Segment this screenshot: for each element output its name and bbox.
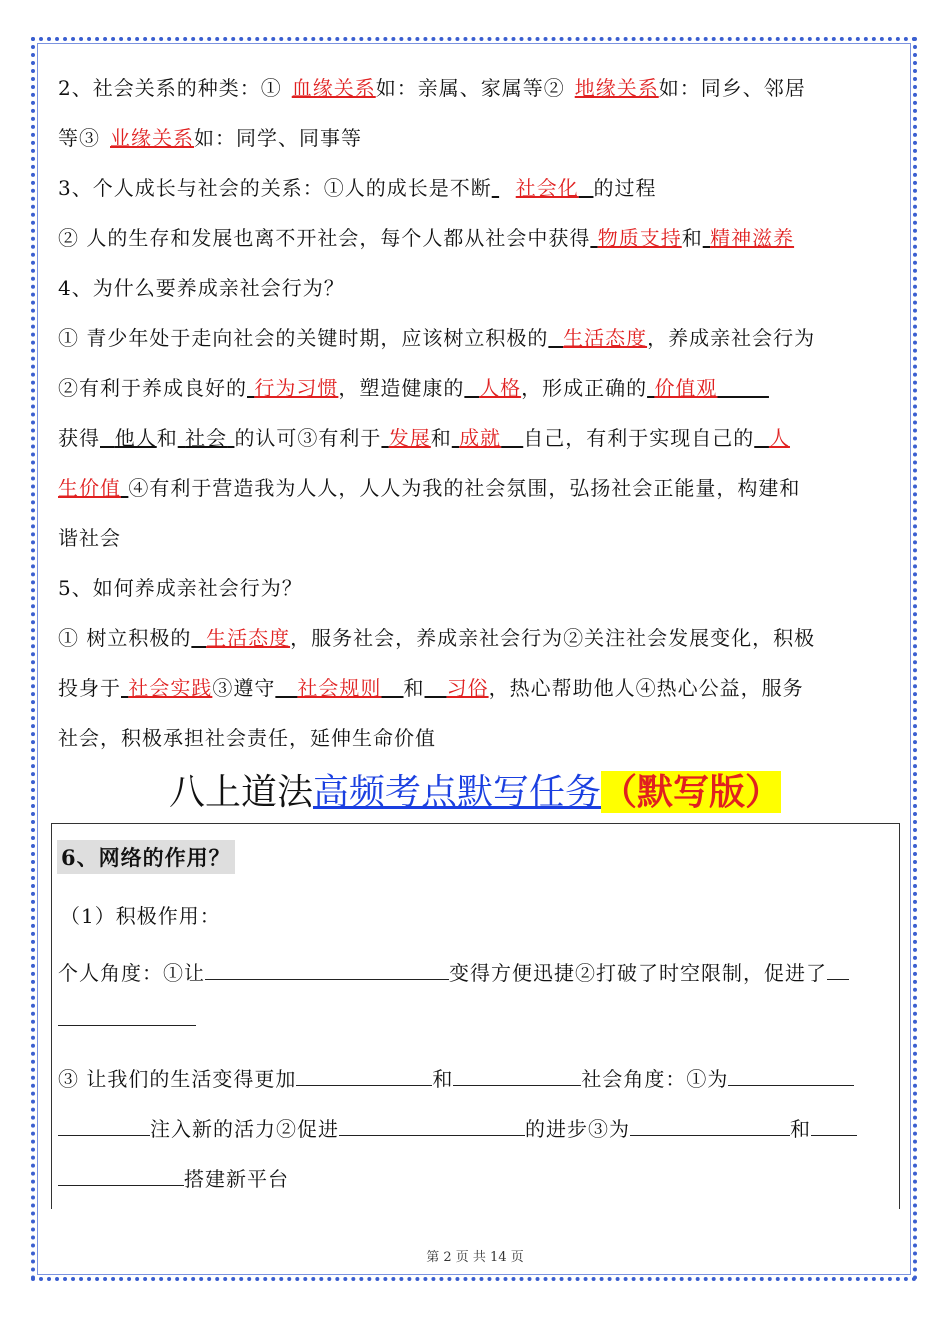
title-part2: 高频考点默写任务 [312, 772, 601, 813]
item6-line1 [58, 957, 849, 986]
text: 自己，有利于实现自己的 [523, 426, 755, 450]
text: ④有利于营造我为人人，人人为我的社会氛围，弘扬社会正能量，构建和 [128, 476, 801, 500]
item5-line3: 社会，积极承担社会责任，延伸生命价值 [58, 726, 436, 750]
text: 和 [403, 676, 425, 700]
text: 和 [790, 1117, 811, 1141]
text: 和 [681, 226, 703, 250]
answer-achieve: 成就 [459, 426, 502, 450]
text: 如：同学、同事等 [194, 126, 362, 150]
text: 如：同乡、邻居 [658, 76, 806, 100]
blank[interactable] [827, 961, 849, 980]
text: 的认可③有利于 [234, 426, 382, 450]
item6-sub: （1）积极作用： [60, 904, 221, 928]
answer-behavior-habit: 行为习惯 [254, 376, 339, 400]
blank[interactable] [453, 1067, 581, 1086]
answer-values: 价值观 [654, 376, 718, 400]
section-title [0, 764, 950, 815]
text: ① 树立积极的 [58, 626, 192, 650]
answer-life-attitude: 生活态度 [206, 626, 291, 650]
item4-line1 [58, 322, 815, 351]
text: 搭建新平台 [184, 1167, 289, 1191]
answer-material-support: 物质支持 [597, 226, 682, 250]
text: 和 [156, 426, 178, 450]
item5-line1 [58, 622, 815, 651]
blank[interactable] [58, 1007, 196, 1026]
answer-social-practice: 社会实践 [128, 676, 213, 700]
answer-socialization: 社会化 [515, 176, 579, 200]
answer-develop: 发展 [388, 426, 431, 450]
page-footer: 第 2 页 共 14 页 [426, 1250, 524, 1265]
text: ②有利于养成良好的 [58, 376, 247, 400]
item3-line2 [58, 222, 794, 251]
answer-life-value-part2: 生价值 [58, 476, 121, 500]
answer-customs: 习俗 [446, 676, 489, 700]
text: 和 [432, 1067, 454, 1091]
item6-heading: 6、网络的作用？ [57, 840, 235, 874]
answer-blood-relation: 血缘关系 [291, 76, 376, 100]
blank[interactable] [58, 1167, 184, 1186]
text: ，热心帮助他人④热心公益，服务 [488, 676, 804, 700]
answer-geo-relation: 地缘关系 [574, 76, 659, 100]
item6-line5 [58, 1163, 289, 1192]
text: 投身于 [58, 676, 121, 700]
answer-society: 社会 [185, 426, 228, 450]
text: 3、个人成长与社会的关系：①人的成长是不断 [58, 176, 492, 200]
blank[interactable] [339, 1117, 525, 1136]
text: 的过程 [593, 176, 657, 200]
blank[interactable] [811, 1117, 857, 1136]
item6-line4 [58, 1113, 857, 1142]
text: ，服务社会，养成亲社会行为②关注社会发展变化，积极 [290, 626, 816, 650]
text: 等③ [58, 126, 100, 150]
blank[interactable] [205, 961, 449, 980]
text: 变得方便迅捷②打破了时空限制，促进了 [449, 961, 827, 985]
answer-social-rules: 社会规则 [297, 676, 382, 700]
text: 和 [430, 426, 452, 450]
item5-heading: 5、如何养成亲社会行为？ [58, 576, 303, 600]
blank[interactable] [58, 1117, 150, 1136]
text: ② 人的生存和发展也离不开社会，每个人都从社会中获得 [58, 226, 591, 250]
item6-line2 [58, 1007, 196, 1031]
item5-line2 [58, 672, 804, 701]
text: 如：亲属、家属等② [375, 76, 565, 100]
answer-life-attitude: 生活态度 [563, 326, 648, 350]
answer-spiritual-nourishment: 精神滋养 [710, 226, 795, 250]
text: ① 青少年处于走向社会的关键时期，应该树立积极的 [58, 326, 549, 350]
text: ③ 让我们的生活变得更加 [58, 1067, 297, 1091]
item3-line1 [58, 172, 656, 201]
answer-life-value-part1: 人 [768, 426, 790, 450]
item2-line1 [58, 72, 806, 101]
blank[interactable] [296, 1067, 432, 1086]
text: 2、社会关系的种类：① [58, 76, 282, 100]
item4-line4 [58, 472, 800, 501]
text: 的进步③为 [525, 1117, 630, 1141]
answer-personality: 人格 [479, 376, 522, 400]
item4-heading: 4、为什么要养成亲社会行为？ [58, 276, 345, 300]
text: ，养成亲社会行为 [647, 326, 816, 350]
text: 获得 [58, 426, 100, 450]
answer-work-relation: 业缘关系 [110, 126, 194, 150]
text: ，塑造健康的 [338, 376, 465, 400]
title-part1: 八上道法 [168, 772, 313, 813]
item2-line2 [58, 122, 362, 151]
item4-line5: 谐社会 [58, 526, 121, 550]
text: 个人角度：①让 [58, 961, 205, 985]
item4-line3 [58, 422, 790, 451]
text: 注入新的活力②促进 [150, 1117, 339, 1141]
text: ③遵守 [212, 676, 276, 700]
blank[interactable] [630, 1117, 790, 1136]
title-part3: （默写版） [601, 771, 782, 813]
text: 社会角度：①为 [581, 1067, 729, 1091]
item6-line3 [58, 1063, 854, 1092]
blank[interactable] [728, 1067, 854, 1086]
answer-others: 他人 [114, 426, 157, 450]
text: ，形成正确的 [521, 376, 648, 400]
item4-line2 [58, 372, 769, 401]
